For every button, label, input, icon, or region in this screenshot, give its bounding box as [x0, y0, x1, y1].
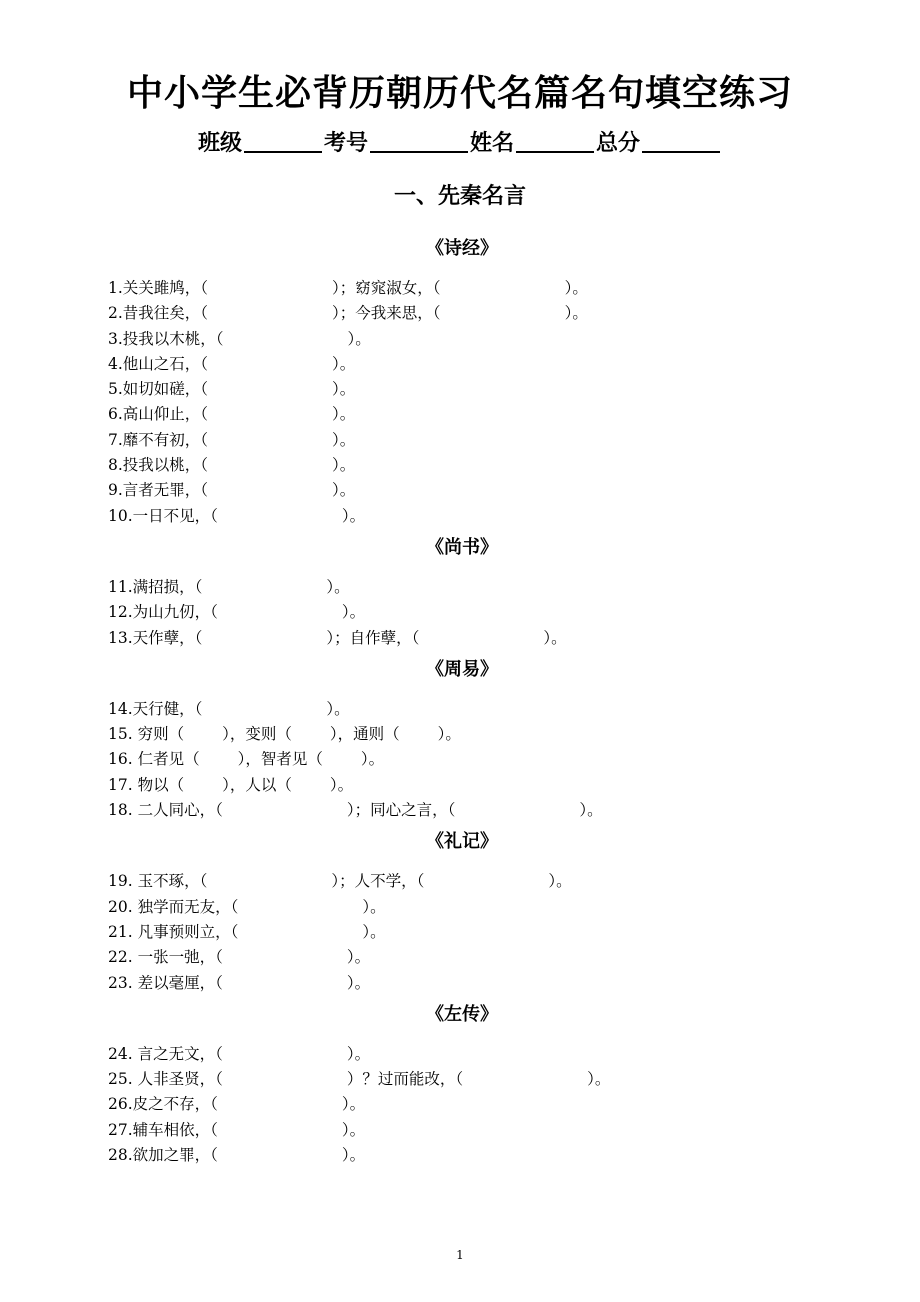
- exercise-item: [108, 945, 828, 970]
- item-text: ）。: [326, 699, 350, 718]
- class-label: 班级: [197, 131, 242, 156]
- item-text: 20. 独学而无友，（: [108, 897, 239, 916]
- exercise-item: [108, 626, 828, 651]
- part-title: 一、先秦名言: [393, 183, 526, 209]
- item-text: 10.一日不见，（: [108, 506, 218, 525]
- exercise-item: [108, 971, 828, 996]
- item-text: 1.关关雎鸠，（: [108, 279, 209, 297]
- item-text: 26.皮之不存，（: [108, 1095, 218, 1114]
- item-text: ）。: [332, 430, 356, 449]
- item-text: ）。: [332, 405, 356, 424]
- exercise-item: [108, 327, 828, 352]
- item-text: ）？过而能改，（: [346, 1070, 464, 1089]
- item-text: 21. 凡事预则立，（: [108, 922, 239, 941]
- item-text: ）。: [326, 577, 350, 596]
- item-text: 27.辅车相依，（: [108, 1120, 218, 1139]
- name-label: 姓名: [470, 131, 515, 156]
- item-text: ），人以（: [222, 775, 292, 794]
- item-text: ）。: [360, 750, 385, 769]
- exercise-item: [108, 798, 828, 823]
- item-text: ）；自作孽，（: [326, 628, 420, 647]
- exercise-item: [108, 773, 828, 798]
- exercise-item: [108, 1118, 828, 1143]
- item-text: ）。: [437, 725, 461, 744]
- exercise-content: [108, 230, 828, 1168]
- exercise-item: [108, 1042, 828, 1067]
- exercise-item: [108, 575, 828, 600]
- item-text: 2.昔我往矣，（: [108, 304, 209, 323]
- item-text: 15. 穷则（: [108, 725, 185, 744]
- exercise-item: [108, 722, 828, 747]
- name-blank[interactable]: [516, 129, 594, 153]
- item-text: ）。: [362, 922, 386, 941]
- item-text: ）。: [341, 1120, 366, 1139]
- exercise-item: [108, 377, 828, 402]
- item-text: ）。: [587, 1070, 611, 1089]
- exercise-item: [108, 1092, 828, 1117]
- exercise-item: [108, 504, 828, 529]
- item-text: 5.如切如磋，（: [108, 380, 209, 399]
- exercise-item: [108, 352, 828, 377]
- exercise-item: [108, 1067, 828, 1092]
- exercise-item: [108, 920, 828, 945]
- section-title: 《周易》: [426, 658, 498, 680]
- item-text: ）。: [362, 897, 386, 916]
- page-title: 中小学生必背历朝历代名篇名句填空练习: [126, 73, 793, 114]
- item-text: ）；窈窕淑女，（: [332, 279, 441, 297]
- exercise-item: [108, 869, 828, 894]
- exercise-item: [108, 276, 828, 301]
- exercise-item: [108, 301, 828, 326]
- item-text: ）。: [332, 380, 356, 399]
- item-text: 24. 言之无文，（: [108, 1044, 223, 1063]
- item-text: ）。: [564, 304, 588, 323]
- item-text: 19. 玉不琢，（: [108, 872, 208, 891]
- exercise-item: [108, 428, 828, 453]
- exam-number-label: 考号: [323, 131, 368, 156]
- item-text: 17. 物以（: [108, 775, 185, 794]
- item-text: 28.欲加之罪，（: [108, 1146, 218, 1165]
- item-text: ），变则（: [222, 725, 292, 744]
- item-text: ）。: [332, 354, 356, 373]
- exercise-item: [108, 600, 828, 625]
- exercise-item: [108, 453, 828, 478]
- exercise-item: [108, 478, 828, 503]
- exercise-item: [108, 697, 828, 722]
- item-text: 13.天作孽，（: [108, 628, 203, 647]
- item-text: ）。: [346, 948, 371, 967]
- item-text: 25. 人非圣贤，（: [108, 1070, 223, 1089]
- item-text: ）。: [341, 506, 366, 525]
- item-text: ）。: [341, 1095, 366, 1114]
- section-title: 《诗经》: [426, 238, 498, 259]
- class-blank[interactable]: [244, 129, 322, 153]
- item-text: 14.天行健，（: [108, 699, 203, 718]
- item-text: 11.满招损，（: [108, 577, 203, 596]
- item-text: ）。: [346, 973, 371, 992]
- exercise-item: [108, 1143, 828, 1168]
- item-text: ）。: [332, 481, 356, 500]
- item-text: ）；同心之言，（: [346, 801, 456, 820]
- item-text: ）。: [564, 279, 588, 297]
- item-text: ）。: [341, 603, 366, 622]
- item-text: 16. 仁者见（: [108, 750, 200, 769]
- item-text: ）；今我来思，（: [332, 304, 441, 323]
- student-info-line: [0, 128, 920, 160]
- item-text: ）；人不学，（: [331, 872, 425, 891]
- item-text: ）。: [548, 872, 572, 891]
- item-text: ），智者见（: [237, 750, 323, 769]
- section-title: 《礼记》: [426, 831, 498, 853]
- section-title: 《尚书》: [426, 536, 498, 558]
- item-text: ）。: [347, 329, 371, 348]
- item-text: ）。: [579, 801, 603, 820]
- item-text: 18. 二人同心，（: [108, 801, 223, 820]
- exercise-item: [108, 747, 828, 772]
- item-text: 7.靡不有初，（: [108, 430, 209, 449]
- exercise-item: [108, 895, 828, 920]
- exercise-item: [108, 402, 828, 427]
- item-text: 4.他山之石，（: [108, 354, 209, 373]
- item-text: ）。: [332, 456, 356, 475]
- item-text: 9.言者无罪，（: [108, 481, 209, 500]
- score-blank[interactable]: [642, 129, 720, 153]
- item-text: ）。: [329, 775, 354, 794]
- item-text: ）。: [341, 1146, 366, 1165]
- item-text: ）。: [346, 1044, 371, 1063]
- item-text: ），通则（: [329, 725, 400, 744]
- item-text: 8.投我以桃，（: [108, 456, 209, 475]
- item-text: 23. 差以毫厘，（: [108, 973, 223, 992]
- score-label: 总分: [596, 131, 641, 156]
- item-text: 22. 一张一弛，（: [108, 948, 223, 967]
- section-title: 《左传》: [426, 1003, 498, 1025]
- exam-number-blank[interactable]: [370, 129, 468, 153]
- page-number: 1: [456, 1248, 464, 1262]
- item-text: 3.投我以木桃，（: [108, 329, 224, 348]
- item-text: 12.为山九仞，（: [108, 603, 218, 622]
- item-text: ）。: [543, 628, 567, 647]
- item-text: 6.高山仰止，（: [108, 405, 209, 424]
